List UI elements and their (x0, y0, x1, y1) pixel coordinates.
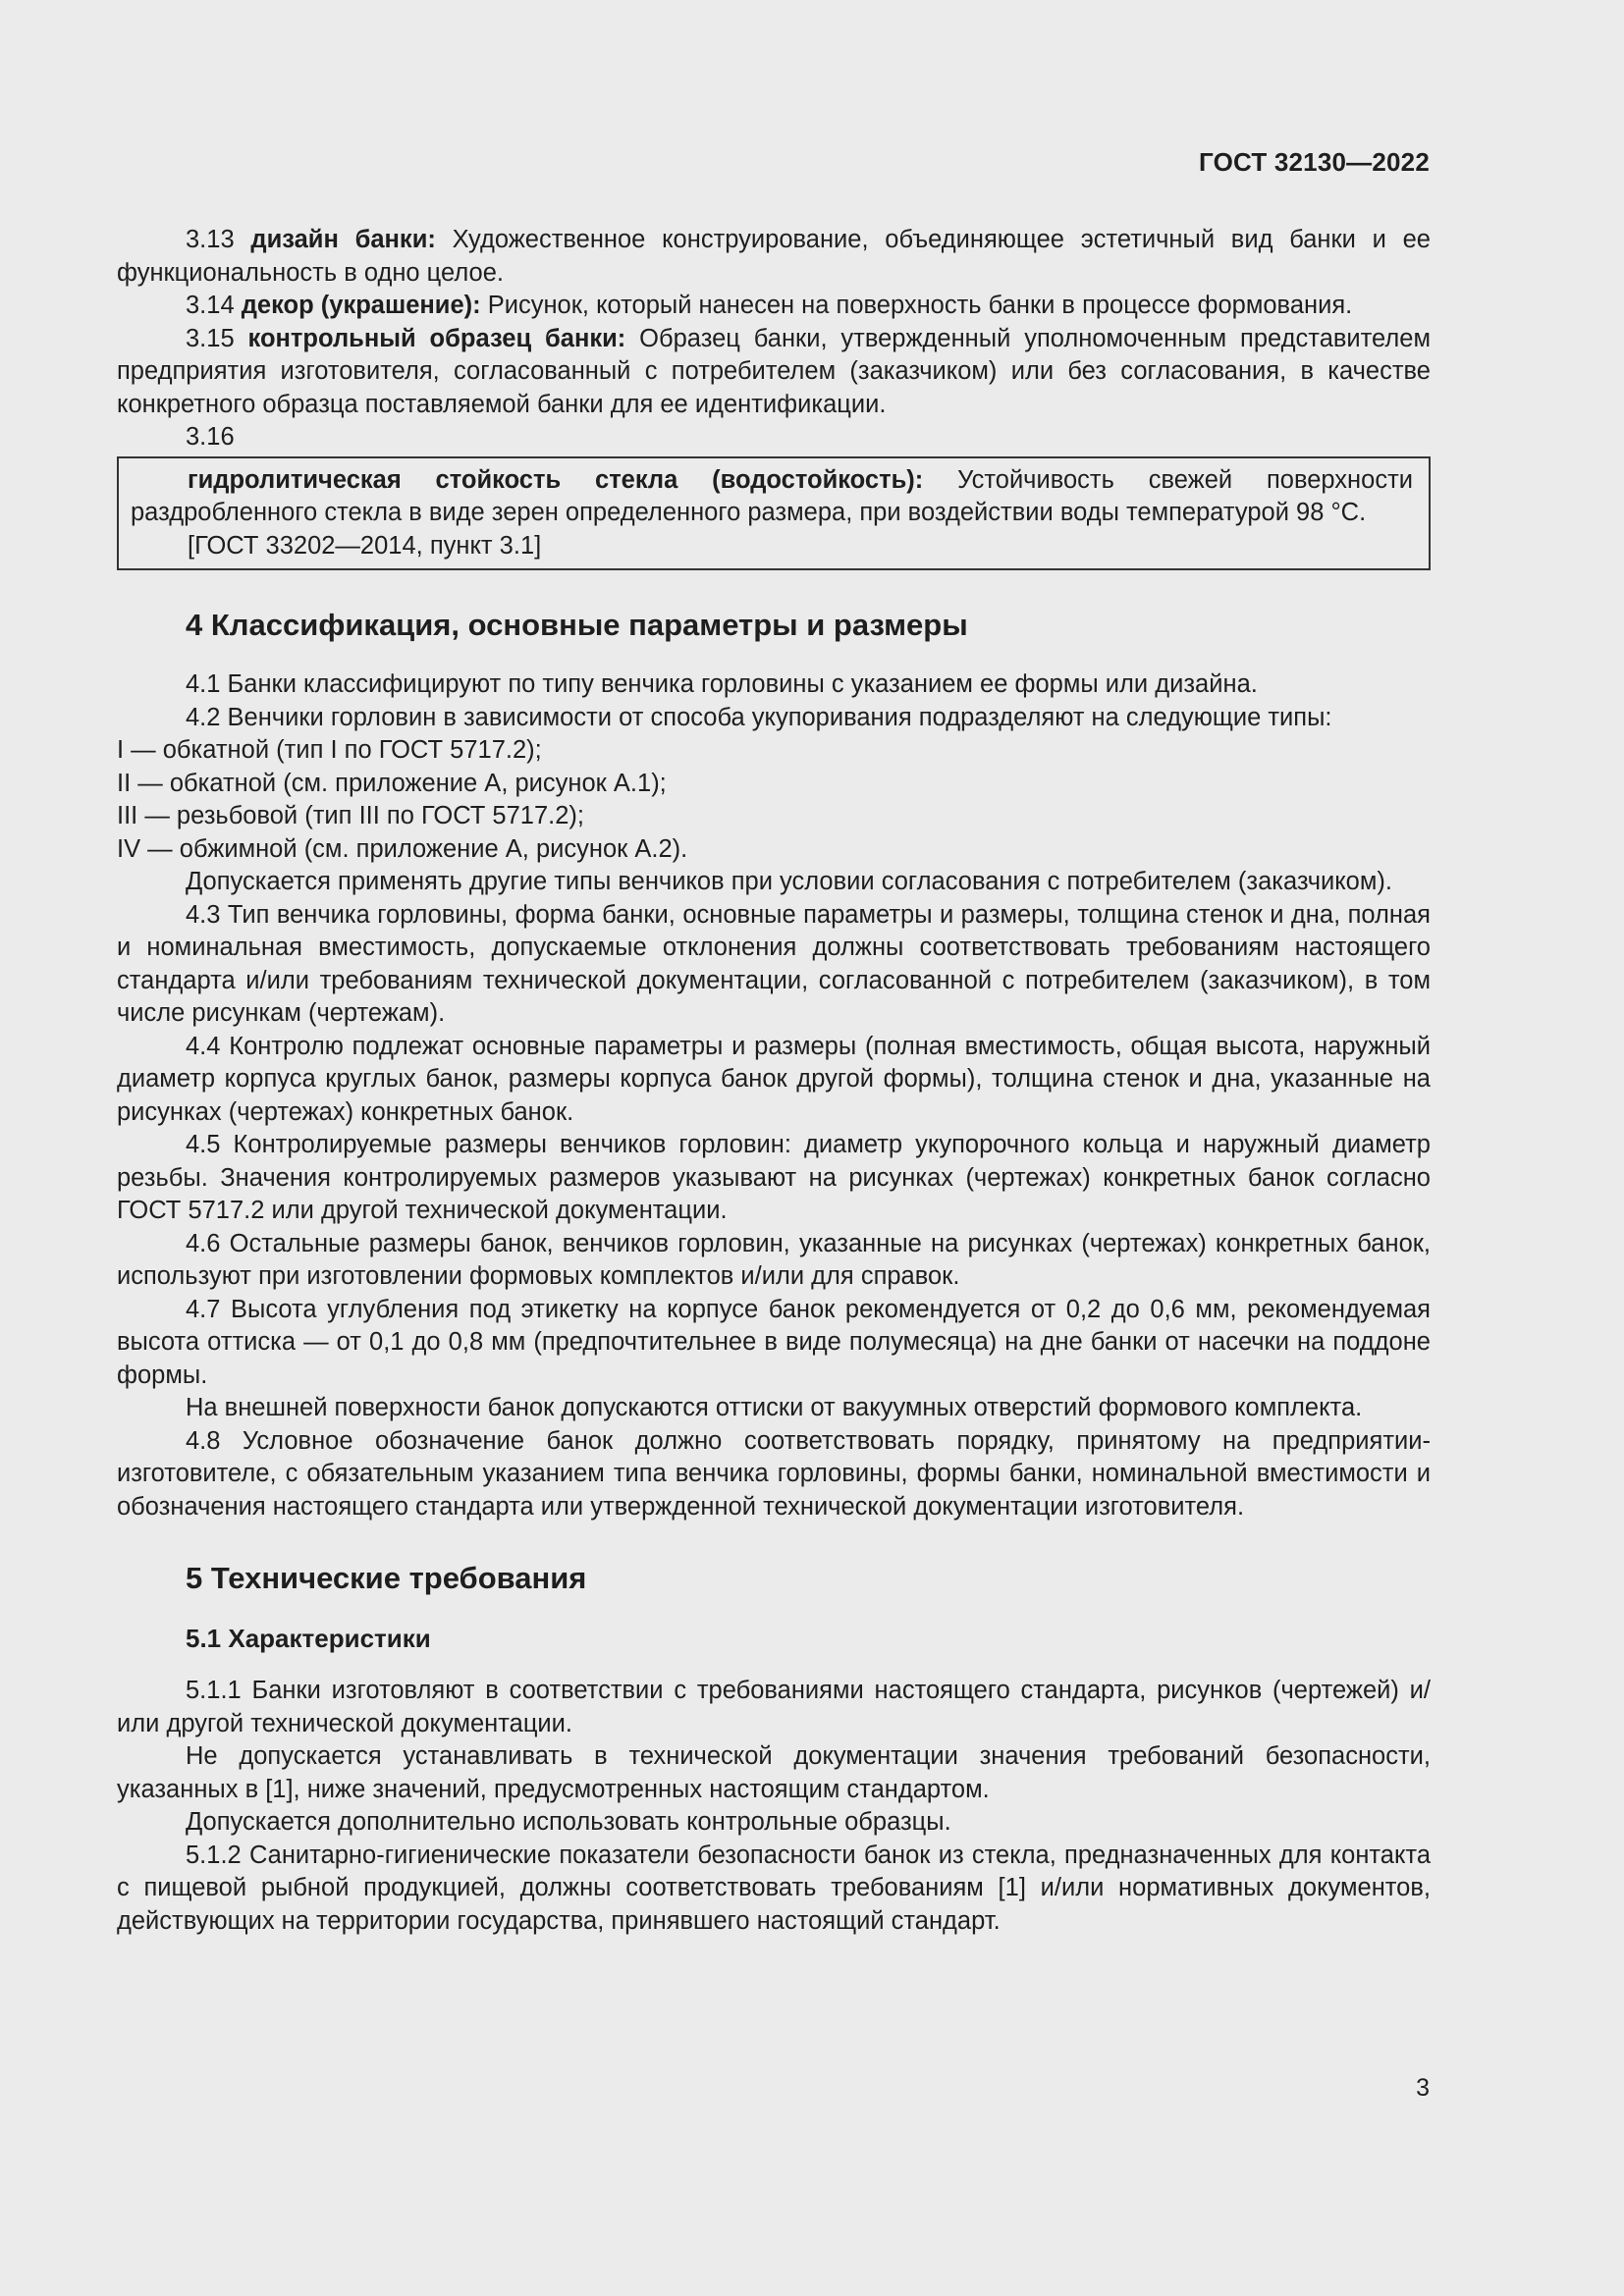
definition-3-14: 3.14 декор (украшение): Рисунок, который нанесен на поверхность банки в процессе формования. (186, 292, 1353, 319)
paragraph-5-1-1-b: Не допускается устанавливать в технической документации значения требований безопасности, указанных в [1], ниже значений, предусмотренных настоящим стандартом. (117, 1742, 1431, 1803)
paragraph-5-1-1: 5.1.1 Банки изготовляют в соответствии с требованиями настоящего стандарта, рисунков (чертежей) и/или другой технической документации. (117, 1677, 1431, 1737)
paragraph-4-7: 4.7 Высота углубления под этикетку на корпусе банок рекомендуется от 0,2 до 0,6 мм, рекомендуемая высота оттиска — от 0,1 до 0,8 мм (предпочтительнее в виде полумесяца) на дне банки от насечки на поддоне формы. (117, 1295, 1431, 1389)
definition-3-15: 3.15 контрольный образец банки: Образец банки, утвержденный уполномоченным представителем предприятия изготовителя, согласованный с потребителем (заказчиком) или без согласования, в качестве конкретного образца поставляемой банки для ее идентификации. (117, 324, 1431, 418)
definition-3-16-number: 3.16 (186, 423, 235, 451)
page-content (117, 224, 1431, 1938)
paragraph-4-8: 4.8 Условное обозначение банок должно соответствовать порядку, принятому на предприятии-изготовителе, с обязательным указанием типа венчика горловины, формы банки, номинальной вместимости и обозначения настоящего стандарта или утвержденной технической документации изготовителя. (117, 1426, 1431, 1521)
paragraph-5-1-1-c: Допускается дополнительно использовать контрольные образцы. (186, 1808, 951, 1836)
paragraph-4-2-note: Допускается применять другие типы венчиков при условии согласования с потребителем (заказчиком). (186, 868, 1392, 895)
paragraph-4-6: 4.6 Остальные размеры банок, венчиков горловин, указанные на рисунках (чертежах) конкретных банок, используют при изготовлении формовых комплектов и/или для справок. (117, 1229, 1431, 1290)
definition-3-16: гидролитическая стойкость стекла (водостойкость): Устойчивость свежей поверхности раздробленного стекла в виде зерен определенного размера, при воздействии воды температурой 98 °С. (131, 465, 1413, 526)
paragraph-5-1-2: 5.1.2 Санитарно-гигиенические показатели безопасности банок из стекла, предназначенных для контакта с пищевой рыбной продукцией, должны соответствовать требованиям [1] и/или нормативных документов, действующих на территории государства, принявшего настоящий стандарт. (117, 1841, 1431, 1935)
paragraph-4-2: 4.2 Венчики горловин в зависимости от способа укупоривания подразделяют на следующие типы: (186, 703, 1332, 731)
paragraph-4-3: 4.3 Тип венчика горловины, форма банки, основные параметры и размеры, толщина стенок и дна, полная и номинальная вместимость, допускаемые отклонения должны соответствовать требованиям настоящего стандарта и/или требованиям технической документации, согласованной с потребителем (заказчиком), в том числе рисункам (чертежам). (117, 900, 1431, 1027)
paragraph-4-7-note: На внешней поверхности банок допускаются оттиски от вакуумных отверстий формового комплекта. (186, 1394, 1363, 1421)
list-item-type-3: III — резьбовой (тип III по ГОСТ 5717.2); (117, 802, 584, 829)
paragraph-4-5: 4.5 Контролируемые размеры венчиков горловин: диаметр укупорочного кольца и наружный диаметр резьбы. Значения контролируемых размеров указывают на рисунках (чертежах) конкретных банок согласно ГОСТ 5717.2 или другой технической документации. (117, 1131, 1431, 1224)
paragraph-4-4: 4.4 Контролю подлежат основные параметры и размеры (полная вместимость, общая высота, наружный диаметр корпуса круглых банок, размеры корпуса банок другой формы), толщина стенок и дна, указанные на рисунках (чертежах) конкретных банок. (117, 1032, 1431, 1126)
page-number: 3 (1416, 2074, 1430, 2102)
list-item-type-2: II — обкатной (см. приложение А, рисунок А.1); (117, 769, 667, 797)
subsection-5-1-title: 5.1 Характеристики (186, 1624, 431, 1653)
definition-3-16-reference: [ГОСТ 33202—2014, пункт 3.1] (188, 531, 542, 560)
definition-3-13: 3.13 дизайн банки: Художественное конструирование, объединяющее эстетичный вид банки и ее функциональность в одно целое. (117, 226, 1431, 287)
boxed-definition (117, 456, 1431, 571)
section-4-title: 4 Классификация, основные параметры и размеры (186, 608, 968, 642)
paragraph-4-1: 4.1 Банки классифицируют по типу венчика горловины с указанием ее формы или дизайна. (186, 670, 1258, 698)
list-item-type-1: I — обкатной (тип I по ГОСТ 5717.2); (117, 736, 542, 764)
list-item-type-4: IV — обжимной (см. приложение А, рисунок А.2). (117, 834, 688, 863)
section-5-title: 5 Технические требования (186, 1561, 587, 1595)
document-header: ГОСТ 32130—2022 (1199, 147, 1430, 177)
